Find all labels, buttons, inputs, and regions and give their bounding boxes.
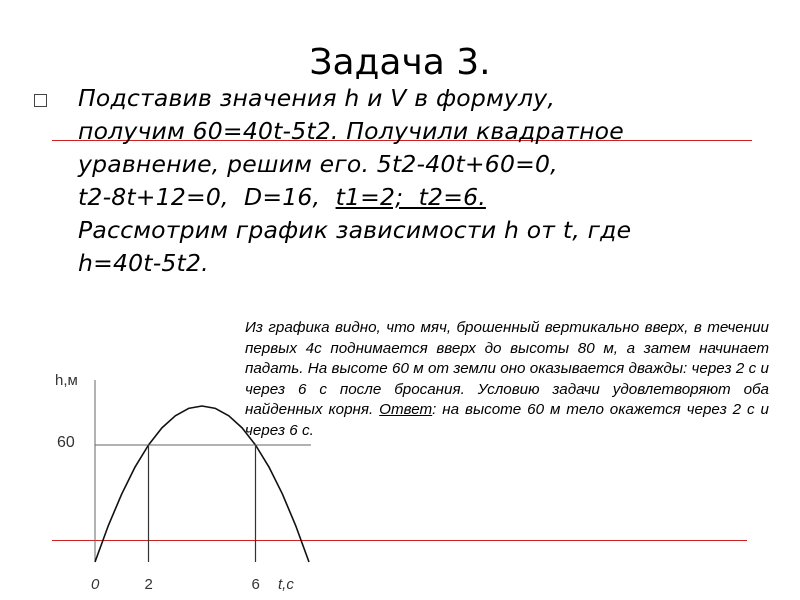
equation-text: t2-8t+12=0, D=16, [78,183,336,211]
answer-label: Ответ [379,401,433,418]
paragraph-line: получим 60=40t-5t2. Получили квадратное [78,117,624,145]
paragraph-line: уравнение, решим его. 5t2-40t+60=0, [78,150,558,178]
y-tick-label: 60 [57,434,75,451]
x-tick-label: 6 [251,576,260,593]
x-axis-label: t,c [278,576,294,593]
x-tick-label: 2 [144,576,153,593]
slide-title: Задача 3. [309,42,491,83]
explanation-text: Из графика видно, что мяч, брошенный вертикально вверх, в течении первых 4с поднимается вверх до высоты 80 м, а затем начинает падать. На высоте 60 м от земли оно оказывается дважды: через 2 с и через 6 с после бросания. Условию задачи удовлетворяют оба найденных корня. [245,319,769,418]
paragraph-line: Рассмотрим график зависимости h от t, где [78,216,632,244]
parabola-curve [95,406,309,562]
paragraph-line: Подставив значения h и V в формулу, [78,84,555,112]
paragraph-line: h=40t-5t2. [78,249,209,277]
roots-text: t1=2; t2=6. [335,183,486,211]
y-axis-label: h,м [55,372,78,389]
x-tick-label: 0 [91,576,100,593]
answer-text: : на высоте 60 м тело окажется через 2 с и через 6 с. [245,401,769,439]
